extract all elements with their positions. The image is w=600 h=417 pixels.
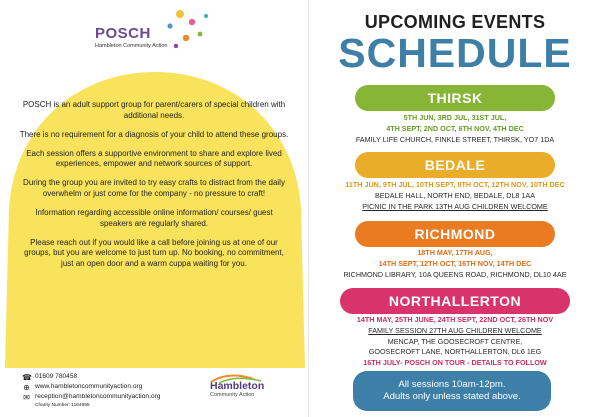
northallerton-tour: 16TH JULY- POSCH ON TOUR - DETAILS TO FOLLOW <box>363 358 547 368</box>
charity-number: Charity Number: 1164895 <box>35 402 90 408</box>
website-link[interactable]: www.hambletoncommunityaction.org <box>35 383 143 391</box>
swirl-icon <box>209 374 269 384</box>
session-times: All sessions 10am-12pm. <box>398 379 506 390</box>
northallerton-venue: GOOSECROFT LANE, NORTHALLERTON, DL6 1EG <box>368 347 542 357</box>
thirsk-details <box>310 113 600 145</box>
thirsk-dates: 4TH SEPT, 2ND OCT, 6TH NOV, 4TH DEC <box>386 123 524 133</box>
globe-icon: ⊕ <box>23 382 30 392</box>
email-icon: ✉ <box>23 393 30 402</box>
description-paragraph: Each session offers a supportive environment to share and explore lived experiences, empower and network sources of support. <box>26 148 282 169</box>
schedule-panel <box>310 0 600 417</box>
richmond-dates: 18TH MAY, 17TH AUG, <box>417 248 493 257</box>
northallerton-banner: NORTHALLERTON <box>340 288 570 314</box>
bedale-banner: BEDALE <box>355 152 555 178</box>
bedale-venue: BEDALE HALL, NORTH END, BEDALE, DL8 1AA <box>374 190 536 200</box>
contact-details <box>22 372 160 409</box>
upcoming-events-heading: UPCOMING EVENTS <box>364 12 546 32</box>
session-age-note: Adults only unless stated above. <box>383 391 521 402</box>
phone-number[interactable]: 01609 780458 <box>35 373 78 380</box>
northallerton-venue: MENCAP, THE GOOSECROFT CENTRE, <box>387 336 523 346</box>
phone-row <box>22 372 160 382</box>
posch-logo-tagline: Hambleton Community Action <box>95 43 168 49</box>
bedale-details <box>310 180 600 212</box>
email-row <box>22 392 160 402</box>
group-description <box>18 100 290 278</box>
northallerton-details <box>310 315 600 369</box>
posch-logo-text: POSCH <box>95 25 151 42</box>
posch-logo <box>95 25 167 49</box>
hambleton-logo-name: Hambleton <box>210 380 265 392</box>
schedule-heading: SCHEDULE <box>338 30 572 76</box>
thirsk-dates: 5TH JUN, 3RD JUL, 31ST JUL, <box>403 113 507 122</box>
richmond-banner: RICHMOND <box>355 221 555 247</box>
hambleton-logo <box>210 380 264 398</box>
description-paragraph: Information regarding accessible online information/ courses/ guest speakers are regularly shared. <box>35 208 273 228</box>
thirsk-venue: FAMILY LIFE CHURCH, FINKLE STREET, THIRSK, YO7 1DA <box>355 134 555 144</box>
session-info-box <box>353 371 551 411</box>
hambleton-logo-sub: Community Action <box>210 392 255 398</box>
description-paragraph: Please reach out if you would like a call before joining us at one of our groups, but you are welcome to just turn up. No booking, no commitment, just an open door and a warm cuppa waiting for you. <box>24 237 284 269</box>
phone-icon: ☎ <box>22 372 32 382</box>
richmond-dates: 14TH SEPT, 12TH OCT, 16TH NOV, 14TH DEC <box>378 258 532 268</box>
northallerton-family-session: FAMILY SESSION 27TH AUG CHILDREN WELCOME <box>368 325 542 335</box>
description-paragraph: During the group you are invited to try easy crafts to distract from the daily overwhelm or just come for the company - no pressure to craft! <box>23 178 285 199</box>
northallerton-dates: 14TH MAY, 25TH JUNE, 24TH SEPT, 22ND OCT, 26TH NOV <box>356 315 554 324</box>
thirsk-banner: THIRSK <box>355 85 555 111</box>
bedale-picnic: PICNIC IN THE PARK 13TH AUG CHILDREN WELCOME <box>362 201 548 211</box>
bedale-dates: 11TH JUN, 9TH JUL, 10TH SEPT, 8TH OCT, 12TH NOV, 10TH DEC <box>345 180 565 189</box>
richmond-venue: RICHMOND LIBRARY, 10A QUEENS ROAD, RICHMOND, DL10 4AE <box>343 269 567 279</box>
website-row <box>22 382 160 392</box>
richmond-details <box>310 248 600 280</box>
description-paragraph: There is no requirement for a diagnosis of your child to attend these groups. <box>19 129 289 139</box>
email-link[interactable]: reception@hambletoncommunityaction.org <box>35 393 161 401</box>
description-paragraph: POSCH is an adult support group for parent/carers of special children with additional needs. <box>22 100 286 120</box>
